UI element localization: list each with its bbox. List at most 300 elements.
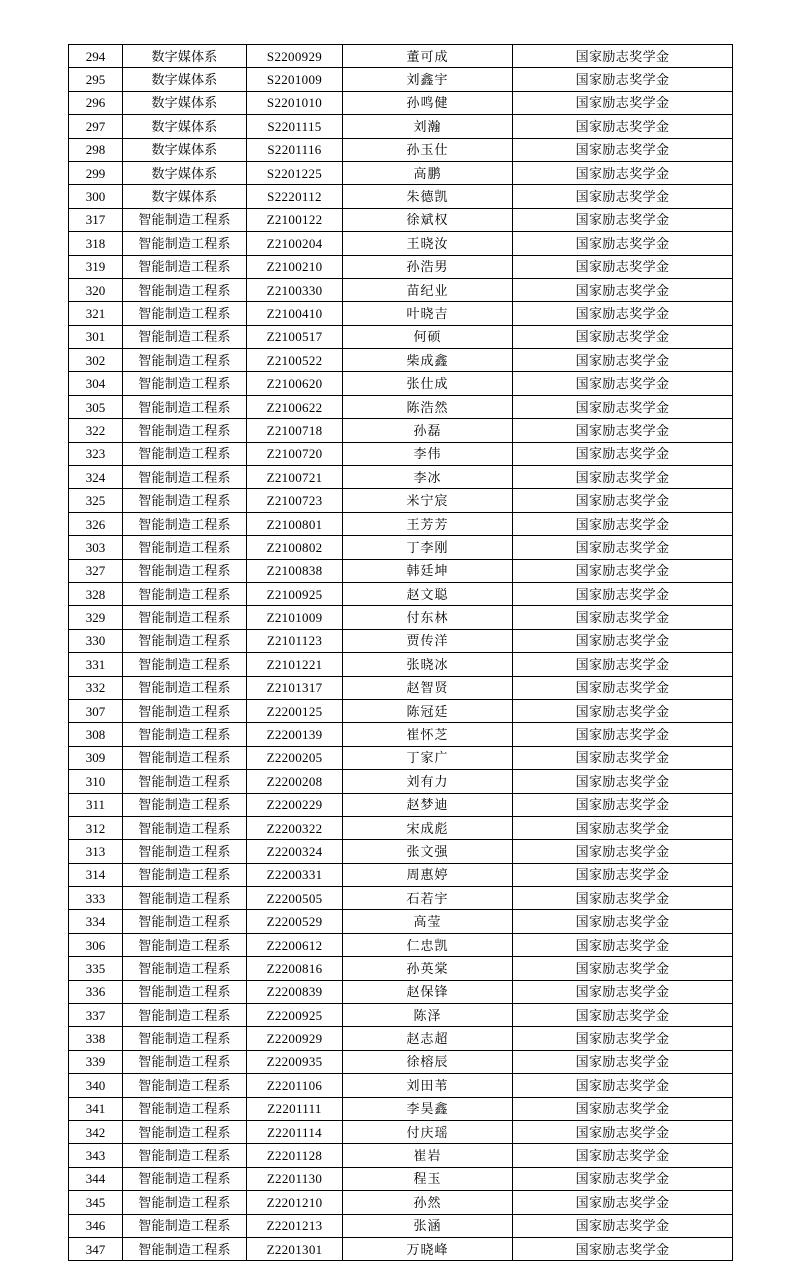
cell-student-id: Z2201111 [247, 1097, 343, 1120]
cell-award-name: 国家励志奖学金 [513, 1027, 733, 1050]
cell-award-name: 国家励志奖学金 [513, 910, 733, 933]
cell-serial-number: 339 [69, 1050, 123, 1073]
table-row [69, 699, 733, 722]
cell-award-name: 国家励志奖学金 [513, 816, 733, 839]
cell-student-name: 孙鸣健 [343, 91, 513, 114]
cell-serial-number: 304 [69, 372, 123, 395]
cell-department: 智能制造工程系 [123, 1004, 247, 1027]
cell-serial-number: 343 [69, 1144, 123, 1167]
cell-student-id: S2201115 [247, 115, 343, 138]
table-row [69, 91, 733, 114]
cell-student-id: Z2200322 [247, 816, 343, 839]
cell-student-id: Z2200839 [247, 980, 343, 1003]
cell-award-name: 国家励志奖学金 [513, 1191, 733, 1214]
cell-student-name: 孙玉仕 [343, 138, 513, 161]
cell-department: 智能制造工程系 [123, 1191, 247, 1214]
cell-serial-number: 346 [69, 1214, 123, 1237]
cell-student-id: Z2100620 [247, 372, 343, 395]
cell-student-name: 陈冠廷 [343, 699, 513, 722]
table-row [69, 1191, 733, 1214]
table-row [69, 536, 733, 559]
cell-student-id: S2201116 [247, 138, 343, 161]
table-row [69, 115, 733, 138]
cell-department: 智能制造工程系 [123, 887, 247, 910]
cell-award-name: 国家励志奖学金 [513, 45, 733, 68]
cell-student-name: 付东林 [343, 606, 513, 629]
table-row [69, 1074, 733, 1097]
cell-department: 智能制造工程系 [123, 957, 247, 980]
cell-serial-number: 322 [69, 419, 123, 442]
cell-department: 智能制造工程系 [123, 395, 247, 418]
cell-student-name: 付庆瑶 [343, 1120, 513, 1143]
cell-serial-number: 330 [69, 629, 123, 652]
table-row [69, 395, 733, 418]
cell-student-name: 赵文聪 [343, 582, 513, 605]
table-row [69, 676, 733, 699]
cell-department: 智能制造工程系 [123, 232, 247, 255]
table-row [69, 840, 733, 863]
cell-department: 智能制造工程系 [123, 1167, 247, 1190]
cell-department: 数字媒体系 [123, 68, 247, 91]
table-row [69, 372, 733, 395]
table-body [69, 45, 733, 1261]
table-row [69, 489, 733, 512]
table-row [69, 1004, 733, 1027]
cell-student-id: S2201225 [247, 161, 343, 184]
cell-student-name: 孙然 [343, 1191, 513, 1214]
cell-serial-number: 347 [69, 1237, 123, 1260]
cell-student-name: 赵志超 [343, 1027, 513, 1050]
table-row [69, 653, 733, 676]
cell-award-name: 国家励志奖学金 [513, 1237, 733, 1260]
cell-department: 智能制造工程系 [123, 910, 247, 933]
table-row [69, 1144, 733, 1167]
table-row [69, 1097, 733, 1120]
cell-department: 智能制造工程系 [123, 653, 247, 676]
table-row [69, 349, 733, 372]
table-row [69, 582, 733, 605]
cell-serial-number: 308 [69, 723, 123, 746]
cell-student-name: 石若宇 [343, 887, 513, 910]
cell-student-name: 王芳芳 [343, 512, 513, 535]
cell-student-id: Z2200929 [247, 1027, 343, 1050]
cell-student-name: 丁李刚 [343, 536, 513, 559]
cell-serial-number: 309 [69, 746, 123, 769]
cell-serial-number: 296 [69, 91, 123, 114]
cell-award-name: 国家励志奖学金 [513, 278, 733, 301]
cell-award-name: 国家励志奖学金 [513, 442, 733, 465]
cell-student-id: S2220112 [247, 185, 343, 208]
cell-student-name: 陈浩然 [343, 395, 513, 418]
cell-department: 数字媒体系 [123, 161, 247, 184]
cell-serial-number: 310 [69, 770, 123, 793]
cell-award-name: 国家励志奖学金 [513, 1120, 733, 1143]
cell-student-name: 李伟 [343, 442, 513, 465]
cell-student-id: Z2100210 [247, 255, 343, 278]
table-row [69, 793, 733, 816]
cell-student-name: 徐斌权 [343, 208, 513, 231]
cell-award-name: 国家励志奖学金 [513, 185, 733, 208]
table-row [69, 957, 733, 980]
cell-student-id: Z2200925 [247, 1004, 343, 1027]
cell-student-id: Z2100522 [247, 349, 343, 372]
table-row [69, 278, 733, 301]
cell-department: 智能制造工程系 [123, 466, 247, 489]
cell-student-name: 程玉 [343, 1167, 513, 1190]
cell-student-name: 万晓峰 [343, 1237, 513, 1260]
cell-serial-number: 297 [69, 115, 123, 138]
cell-award-name: 国家励志奖学金 [513, 161, 733, 184]
cell-student-id: Z2201114 [247, 1120, 343, 1143]
table-row [69, 887, 733, 910]
table-row [69, 161, 733, 184]
cell-serial-number: 326 [69, 512, 123, 535]
cell-student-id: Z2100721 [247, 466, 343, 489]
cell-student-id: S2201010 [247, 91, 343, 114]
cell-student-name: 何硕 [343, 325, 513, 348]
table-row [69, 816, 733, 839]
cell-department: 智能制造工程系 [123, 419, 247, 442]
cell-department: 智能制造工程系 [123, 512, 247, 535]
cell-student-name: 张涵 [343, 1214, 513, 1237]
cell-award-name: 国家励志奖学金 [513, 302, 733, 325]
cell-award-name: 国家励志奖学金 [513, 512, 733, 535]
table-row [69, 980, 733, 1003]
cell-serial-number: 301 [69, 325, 123, 348]
cell-award-name: 国家励志奖学金 [513, 1214, 733, 1237]
cell-student-id: Z2100723 [247, 489, 343, 512]
cell-student-name: 米宁宸 [343, 489, 513, 512]
cell-student-name: 董可成 [343, 45, 513, 68]
table-row [69, 232, 733, 255]
table-row [69, 863, 733, 886]
cell-serial-number: 341 [69, 1097, 123, 1120]
cell-award-name: 国家励志奖学金 [513, 489, 733, 512]
cell-student-name: 张仕成 [343, 372, 513, 395]
cell-serial-number: 314 [69, 863, 123, 886]
cell-student-id: Z2100720 [247, 442, 343, 465]
cell-serial-number: 344 [69, 1167, 123, 1190]
cell-student-name: 孙英棠 [343, 957, 513, 980]
table-row [69, 1120, 733, 1143]
cell-student-name: 崔怀芝 [343, 723, 513, 746]
cell-student-id: Z2200205 [247, 746, 343, 769]
cell-student-name: 贾传洋 [343, 629, 513, 652]
cell-student-name: 刘田苇 [343, 1074, 513, 1097]
cell-award-name: 国家励志奖学金 [513, 91, 733, 114]
cell-student-name: 孙磊 [343, 419, 513, 442]
table-row [69, 1027, 733, 1050]
cell-award-name: 国家励志奖学金 [513, 770, 733, 793]
cell-award-name: 国家励志奖学金 [513, 653, 733, 676]
cell-serial-number: 320 [69, 278, 123, 301]
cell-student-id: S2200929 [247, 45, 343, 68]
table-row [69, 442, 733, 465]
cell-student-id: Z2101123 [247, 629, 343, 652]
cell-student-id: Z2200529 [247, 910, 343, 933]
table-row [69, 606, 733, 629]
cell-serial-number: 328 [69, 582, 123, 605]
cell-student-id: Z2101009 [247, 606, 343, 629]
cell-serial-number: 325 [69, 489, 123, 512]
cell-department: 智能制造工程系 [123, 1144, 247, 1167]
cell-student-name: 赵保锋 [343, 980, 513, 1003]
cell-award-name: 国家励志奖学金 [513, 372, 733, 395]
cell-department: 智能制造工程系 [123, 442, 247, 465]
cell-department: 智能制造工程系 [123, 606, 247, 629]
cell-award-name: 国家励志奖学金 [513, 840, 733, 863]
cell-student-id: S2201009 [247, 68, 343, 91]
cell-award-name: 国家励志奖学金 [513, 980, 733, 1003]
cell-department: 智能制造工程系 [123, 255, 247, 278]
cell-student-name: 高莹 [343, 910, 513, 933]
cell-student-name: 柴成鑫 [343, 349, 513, 372]
cell-student-id: Z2200208 [247, 770, 343, 793]
cell-serial-number: 332 [69, 676, 123, 699]
table-row [69, 1167, 733, 1190]
cell-student-id: Z2200139 [247, 723, 343, 746]
cell-student-name: 孙浩男 [343, 255, 513, 278]
cell-award-name: 国家励志奖学金 [513, 232, 733, 255]
cell-student-id: Z2201128 [247, 1144, 343, 1167]
cell-department: 智能制造工程系 [123, 1074, 247, 1097]
cell-student-id: Z2200816 [247, 957, 343, 980]
cell-student-id: Z2200935 [247, 1050, 343, 1073]
table-row [69, 302, 733, 325]
cell-award-name: 国家励志奖学金 [513, 676, 733, 699]
cell-department: 智能制造工程系 [123, 770, 247, 793]
cell-department: 智能制造工程系 [123, 1050, 247, 1073]
table-row [69, 512, 733, 535]
cell-serial-number: 331 [69, 653, 123, 676]
cell-student-id: Z2101317 [247, 676, 343, 699]
cell-department: 智能制造工程系 [123, 1214, 247, 1237]
cell-student-id: Z2100204 [247, 232, 343, 255]
scholarship-table [68, 44, 733, 1261]
cell-student-name: 丁家广 [343, 746, 513, 769]
cell-student-name: 赵智贤 [343, 676, 513, 699]
cell-student-name: 王晓汝 [343, 232, 513, 255]
cell-award-name: 国家励志奖学金 [513, 419, 733, 442]
table-row [69, 45, 733, 68]
cell-student-name: 张晓冰 [343, 653, 513, 676]
cell-department: 智能制造工程系 [123, 1027, 247, 1050]
cell-department: 智能制造工程系 [123, 372, 247, 395]
cell-award-name: 国家励志奖学金 [513, 1050, 733, 1073]
cell-department: 数字媒体系 [123, 138, 247, 161]
cell-department: 智能制造工程系 [123, 793, 247, 816]
table-row [69, 1237, 733, 1260]
cell-award-name: 国家励志奖学金 [513, 699, 733, 722]
cell-serial-number: 313 [69, 840, 123, 863]
cell-serial-number: 306 [69, 933, 123, 956]
cell-award-name: 国家励志奖学金 [513, 629, 733, 652]
cell-student-id: Z2201213 [247, 1214, 343, 1237]
cell-award-name: 国家励志奖学金 [513, 208, 733, 231]
cell-award-name: 国家励志奖学金 [513, 466, 733, 489]
cell-student-id: Z2100802 [247, 536, 343, 559]
cell-student-id: Z2100838 [247, 559, 343, 582]
cell-serial-number: 298 [69, 138, 123, 161]
cell-department: 智能制造工程系 [123, 816, 247, 839]
cell-student-name: 李昊鑫 [343, 1097, 513, 1120]
cell-student-id: Z2201210 [247, 1191, 343, 1214]
cell-department: 智能制造工程系 [123, 582, 247, 605]
cell-student-name: 李冰 [343, 466, 513, 489]
cell-award-name: 国家励志奖学金 [513, 115, 733, 138]
table-row [69, 325, 733, 348]
table-row [69, 746, 733, 769]
cell-award-name: 国家励志奖学金 [513, 138, 733, 161]
cell-student-id: Z2200505 [247, 887, 343, 910]
cell-department: 智能制造工程系 [123, 676, 247, 699]
cell-award-name: 国家励志奖学金 [513, 325, 733, 348]
cell-award-name: 国家励志奖学金 [513, 723, 733, 746]
cell-department: 智能制造工程系 [123, 1097, 247, 1120]
cell-department: 智能制造工程系 [123, 559, 247, 582]
cell-student-id: Z2201130 [247, 1167, 343, 1190]
cell-award-name: 国家励志奖学金 [513, 1004, 733, 1027]
cell-serial-number: 318 [69, 232, 123, 255]
cell-serial-number: 307 [69, 699, 123, 722]
cell-award-name: 国家励志奖学金 [513, 863, 733, 886]
table-row [69, 255, 733, 278]
cell-student-name: 高鹏 [343, 161, 513, 184]
cell-award-name: 国家励志奖学金 [513, 887, 733, 910]
cell-department: 智能制造工程系 [123, 840, 247, 863]
cell-serial-number: 294 [69, 45, 123, 68]
cell-student-name: 刘瀚 [343, 115, 513, 138]
cell-serial-number: 319 [69, 255, 123, 278]
cell-department: 智能制造工程系 [123, 302, 247, 325]
cell-department: 智能制造工程系 [123, 933, 247, 956]
cell-award-name: 国家励志奖学金 [513, 1074, 733, 1097]
cell-department: 智能制造工程系 [123, 699, 247, 722]
cell-serial-number: 333 [69, 887, 123, 910]
table-row [69, 185, 733, 208]
table-row [69, 1214, 733, 1237]
cell-student-id: Z2100718 [247, 419, 343, 442]
cell-department: 智能制造工程系 [123, 1237, 247, 1260]
cell-department: 智能制造工程系 [123, 723, 247, 746]
cell-student-name: 陈泽 [343, 1004, 513, 1027]
table-row [69, 419, 733, 442]
cell-student-id: Z2200229 [247, 793, 343, 816]
cell-student-name: 宋成彪 [343, 816, 513, 839]
table-row [69, 1050, 733, 1073]
cell-department: 智能制造工程系 [123, 536, 247, 559]
cell-student-id: Z2100330 [247, 278, 343, 301]
cell-serial-number: 329 [69, 606, 123, 629]
cell-student-id: Z2200331 [247, 863, 343, 886]
cell-student-name: 赵梦迪 [343, 793, 513, 816]
table-row [69, 723, 733, 746]
cell-department: 智能制造工程系 [123, 349, 247, 372]
cell-student-id: Z2100517 [247, 325, 343, 348]
cell-department: 数字媒体系 [123, 45, 247, 68]
cell-serial-number: 312 [69, 816, 123, 839]
cell-department: 数字媒体系 [123, 91, 247, 114]
cell-department: 智能制造工程系 [123, 489, 247, 512]
cell-award-name: 国家励志奖学金 [513, 559, 733, 582]
table-row [69, 629, 733, 652]
cell-serial-number: 334 [69, 910, 123, 933]
table-row [69, 208, 733, 231]
cell-student-id: Z2200324 [247, 840, 343, 863]
cell-department: 智能制造工程系 [123, 629, 247, 652]
cell-award-name: 国家励志奖学金 [513, 68, 733, 91]
cell-student-id: Z2100410 [247, 302, 343, 325]
cell-serial-number: 295 [69, 68, 123, 91]
cell-student-name: 苗纪业 [343, 278, 513, 301]
cell-department: 数字媒体系 [123, 115, 247, 138]
cell-serial-number: 311 [69, 793, 123, 816]
cell-award-name: 国家励志奖学金 [513, 606, 733, 629]
cell-department: 智能制造工程系 [123, 278, 247, 301]
cell-serial-number: 338 [69, 1027, 123, 1050]
cell-award-name: 国家励志奖学金 [513, 395, 733, 418]
cell-award-name: 国家励志奖学金 [513, 793, 733, 816]
cell-student-id: Z2200125 [247, 699, 343, 722]
cell-student-id: Z2101221 [247, 653, 343, 676]
table-row [69, 933, 733, 956]
cell-award-name: 国家励志奖学金 [513, 1167, 733, 1190]
cell-serial-number: 345 [69, 1191, 123, 1214]
table-row [69, 68, 733, 91]
cell-serial-number: 327 [69, 559, 123, 582]
cell-department: 智能制造工程系 [123, 863, 247, 886]
cell-award-name: 国家励志奖学金 [513, 582, 733, 605]
cell-award-name: 国家励志奖学金 [513, 349, 733, 372]
cell-department: 智能制造工程系 [123, 980, 247, 1003]
table-row [69, 770, 733, 793]
cell-serial-number: 302 [69, 349, 123, 372]
cell-student-name: 徐榕辰 [343, 1050, 513, 1073]
cell-serial-number: 337 [69, 1004, 123, 1027]
cell-award-name: 国家励志奖学金 [513, 1097, 733, 1120]
cell-student-name: 张文强 [343, 840, 513, 863]
cell-award-name: 国家励志奖学金 [513, 933, 733, 956]
cell-student-id: Z2201106 [247, 1074, 343, 1097]
cell-department: 智能制造工程系 [123, 746, 247, 769]
cell-serial-number: 335 [69, 957, 123, 980]
cell-serial-number: 323 [69, 442, 123, 465]
cell-student-name: 朱德凯 [343, 185, 513, 208]
cell-serial-number: 336 [69, 980, 123, 1003]
cell-student-id: Z2100925 [247, 582, 343, 605]
cell-serial-number: 303 [69, 536, 123, 559]
cell-award-name: 国家励志奖学金 [513, 1144, 733, 1167]
cell-student-name: 刘鑫宇 [343, 68, 513, 91]
cell-student-name: 仁忠凯 [343, 933, 513, 956]
cell-serial-number: 340 [69, 1074, 123, 1097]
cell-serial-number: 342 [69, 1120, 123, 1143]
cell-department: 数字媒体系 [123, 185, 247, 208]
cell-department: 智能制造工程系 [123, 325, 247, 348]
cell-department: 智能制造工程系 [123, 208, 247, 231]
table-row [69, 910, 733, 933]
cell-serial-number: 317 [69, 208, 123, 231]
cell-award-name: 国家励志奖学金 [513, 957, 733, 980]
table-row [69, 138, 733, 161]
cell-serial-number: 300 [69, 185, 123, 208]
cell-serial-number: 321 [69, 302, 123, 325]
table-row [69, 559, 733, 582]
cell-student-id: Z2100622 [247, 395, 343, 418]
cell-award-name: 国家励志奖学金 [513, 536, 733, 559]
cell-student-name: 韩廷坤 [343, 559, 513, 582]
cell-student-name: 周惠婷 [343, 863, 513, 886]
